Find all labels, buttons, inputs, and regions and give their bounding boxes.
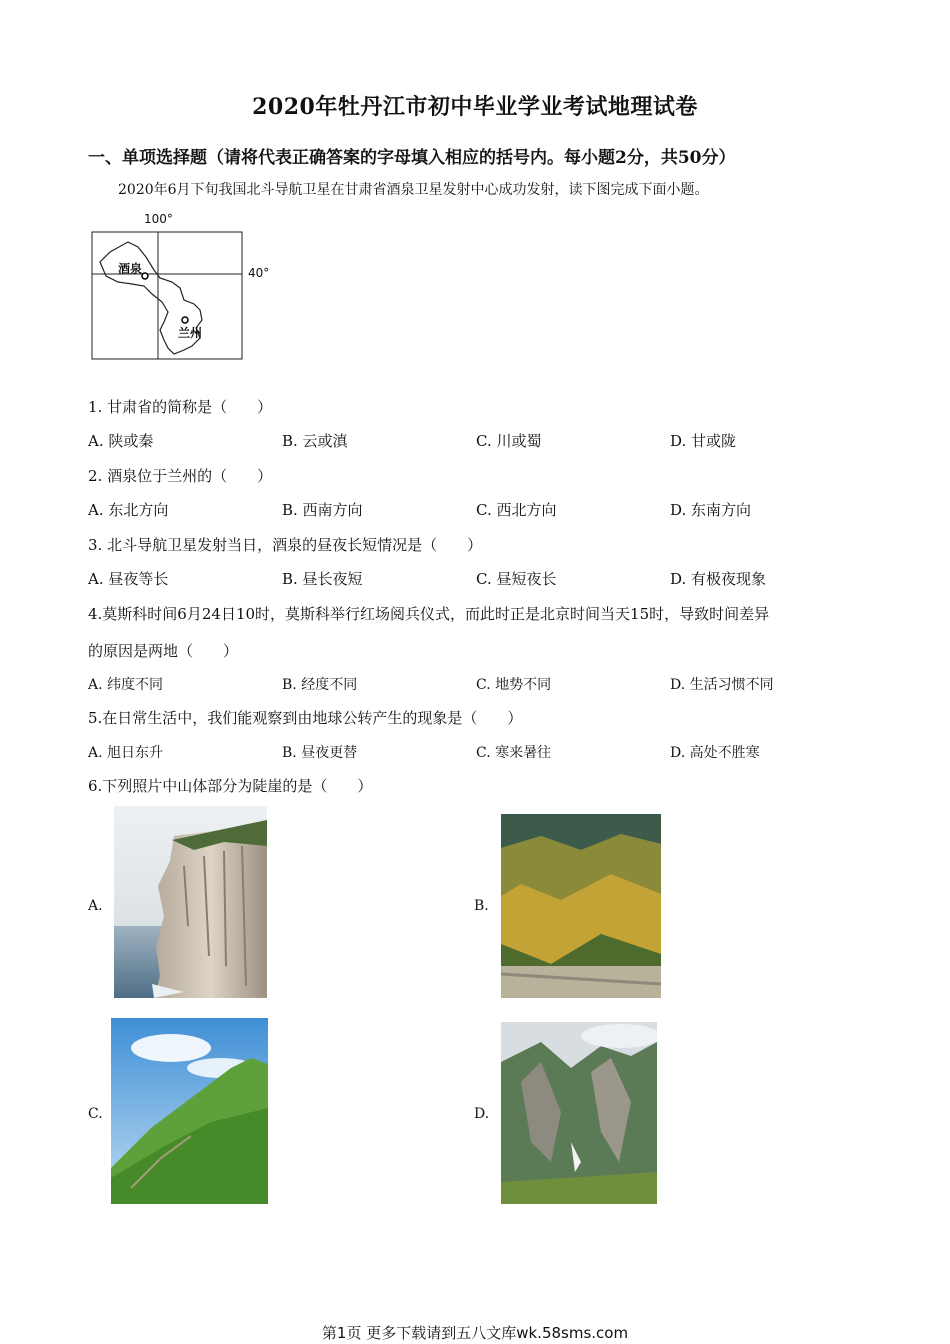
question-5: 5.在日常生活中，我们能观察到由地球公转产生的现象是（ ） <box>88 709 523 727</box>
question-1-options <box>88 430 888 452</box>
option-a: A. 旭日东升 <box>88 745 164 761</box>
option-a: A. 陕或秦 <box>88 432 154 450</box>
option-b: B. 云或滇 <box>282 432 348 450</box>
question-2-options <box>88 499 888 521</box>
gansu-map <box>88 212 288 362</box>
question-2: 2. 酒泉位于兰州的（ ） <box>88 467 273 485</box>
section-heading: 一、单项选择题（请将代表正确答案的字母填入相应的括号内。每小题2分，共50分） <box>88 148 736 168</box>
intro-text: 2020年6月下旬我国北斗导航卫星在甘肃省酒泉卫星发射中心成功发射，读下图完成下面小题。 <box>118 182 709 198</box>
option-d: D. 高处不胜寒 <box>670 745 760 761</box>
question-5-options <box>88 742 888 764</box>
option-b: B. 经度不同 <box>282 677 358 693</box>
question-3: 3. 北斗导航卫星发射当日，酒泉的昼夜长短情况是（ ） <box>88 536 483 554</box>
option-d: D. 生活习惯不同 <box>670 677 774 693</box>
option-d: D. 有极夜现象 <box>670 570 767 588</box>
question-6: 6.下列照片中山体部分为陡崖的是（ ） <box>88 777 373 795</box>
option-b: B. 昼夜更替 <box>282 745 358 761</box>
option-c: C. 寒来暑往 <box>476 745 552 761</box>
latitude-label: 40° <box>248 266 270 280</box>
question-4-line1: 4.莫斯科时间6月24日10时，莫斯科举行红场阅兵仪式，而此时正是北京时间当天15时，导致时间差异 <box>88 605 770 623</box>
option-a: A. 昼夜等长 <box>88 570 169 588</box>
option-c: C. 川或蜀 <box>476 432 542 450</box>
option-a: A. 纬度不同 <box>88 677 164 693</box>
photo-c-ridge <box>111 1018 268 1204</box>
question-4-line2: 的原因是两地（ ） <box>88 642 239 660</box>
lanzhou-dot <box>182 317 188 323</box>
photo-d-mountains <box>501 1022 657 1204</box>
jiuquan-label: 酒泉 <box>118 262 143 276</box>
exam-title: 2020年牡丹江市初中毕业学业考试地理试卷 <box>252 94 698 120</box>
option-a: A. 东北方向 <box>88 501 169 519</box>
question-3-options <box>88 568 888 590</box>
option-d: D. 东南方向 <box>670 501 752 519</box>
photo-b-hills <box>501 814 661 998</box>
photo-d-label: D. <box>474 1106 490 1122</box>
lanzhou-label: 兰州 <box>178 326 203 340</box>
option-b: B. 西南方向 <box>282 501 363 519</box>
option-d: D. 甘或陇 <box>670 432 737 450</box>
option-c: C. 地势不同 <box>476 677 552 693</box>
page-footer: 第1页 更多下载请到五八文库wk.58sms.com <box>321 1324 629 1342</box>
option-c: C. 西北方向 <box>476 501 557 519</box>
question-4-options <box>88 674 888 696</box>
option-b: B. 昼长夜短 <box>282 570 363 588</box>
option-c: C. 昼短夜长 <box>476 570 557 588</box>
longitude-label: 100° <box>144 212 173 226</box>
photo-b-label: B. <box>474 898 489 914</box>
jiuquan-dot <box>142 273 148 279</box>
photo-a-cliff <box>114 806 267 998</box>
question-1: 1. 甘肃省的简称是（ ） <box>88 398 273 416</box>
photo-c-label: C. <box>88 1106 103 1122</box>
photo-a-label: A. <box>88 898 103 914</box>
